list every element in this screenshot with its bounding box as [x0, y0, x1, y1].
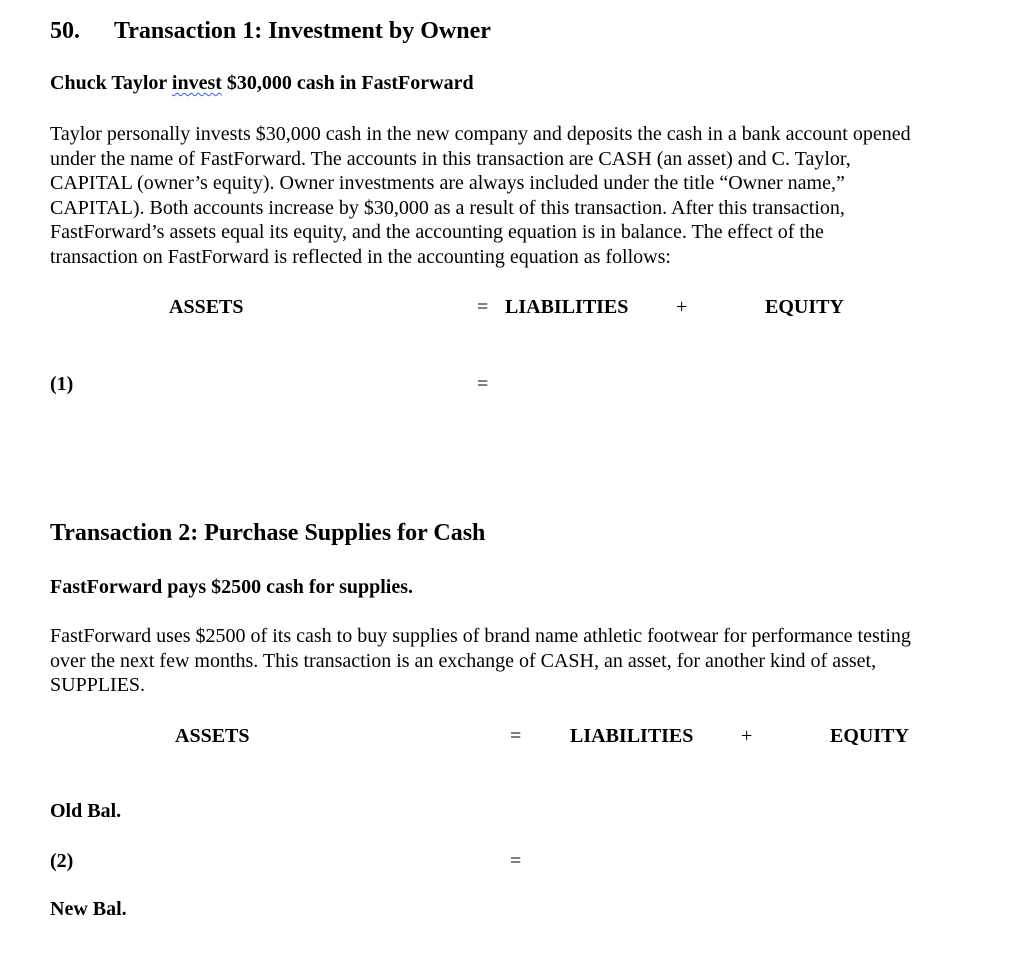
- row-label-2: (2): [50, 850, 74, 872]
- row-1-equals-sign: =: [477, 373, 489, 395]
- transaction-1-subtitle: [50, 72, 474, 95]
- paragraph-line: FastForward uses $2500 of its cash to buy supplies of brand name athletic footwear for performance testing: [50, 625, 911, 647]
- equation-1-plus-sign: +: [676, 296, 688, 318]
- paragraph-line: over the next few months. This transaction is an exchange of CASH, an asset, for another kind of asset,: [50, 649, 877, 672]
- equation-1-assets-header: ASSETS: [169, 296, 244, 318]
- transaction-2-subtitle: FastForward pays $2500 cash for supplies.: [50, 576, 413, 598]
- subtitle-name: Chuck Taylor: [50, 72, 167, 94]
- transaction-1-title: Transaction 1: Investment by Owner: [114, 18, 491, 44]
- equation-2-equals-sign: =: [510, 725, 522, 747]
- equation-2-equity-header: EQUITY: [830, 725, 909, 747]
- row-label-old-bal: Old Bal.: [50, 800, 122, 822]
- paragraph-line: under the name of FastForward. The accounts in this transaction are CASH (an asset) and C. Taylor,: [50, 147, 851, 170]
- row-label-new-bal: New Bal.: [50, 898, 127, 920]
- equation-1-equity-header: EQUITY: [765, 296, 844, 318]
- paragraph-line: transaction on FastForward is reflected in the accounting equation as follows:: [50, 245, 671, 268]
- paragraph-line: FastForward’s assets equal its equity, and the accounting equation is in balance. The effect of the: [50, 221, 824, 244]
- paragraph-line: SUPPLIES.: [50, 674, 146, 697]
- equation-1-equals-sign: =: [477, 296, 489, 318]
- paragraph-line: CAPITAL (owner’s equity). Owner investments are always included under the title “Owner name,”: [50, 172, 845, 195]
- section-number: 50.: [50, 18, 80, 44]
- row-2-equals-sign: =: [510, 850, 522, 872]
- transaction-1-paragraph: [50, 122, 1000, 270]
- paragraph-line: Taylor personally invests $30,000 cash in the new company and deposits the cash in a bank account opened: [50, 123, 911, 145]
- equation-2-liabilities-header: LIABILITIES: [570, 725, 694, 747]
- transaction-2-paragraph: [50, 624, 1000, 698]
- row-label-1: (1): [50, 373, 74, 395]
- equation-2-assets-header: ASSETS: [175, 725, 250, 747]
- spellcheck-flagged-word[interactable]: invest: [171, 72, 222, 94]
- equation-2-plus-sign: +: [741, 725, 753, 747]
- subtitle-rest: $30,000 cash in FastForward: [226, 72, 474, 94]
- paragraph-line: CAPITAL). Both accounts increase by $30,000 as a result of this transaction. After this transaction,: [50, 196, 845, 219]
- transaction-2-title: Transaction 2: Purchase Supplies for Cash: [50, 520, 486, 546]
- equation-1-liabilities-header: LIABILITIES: [505, 296, 629, 318]
